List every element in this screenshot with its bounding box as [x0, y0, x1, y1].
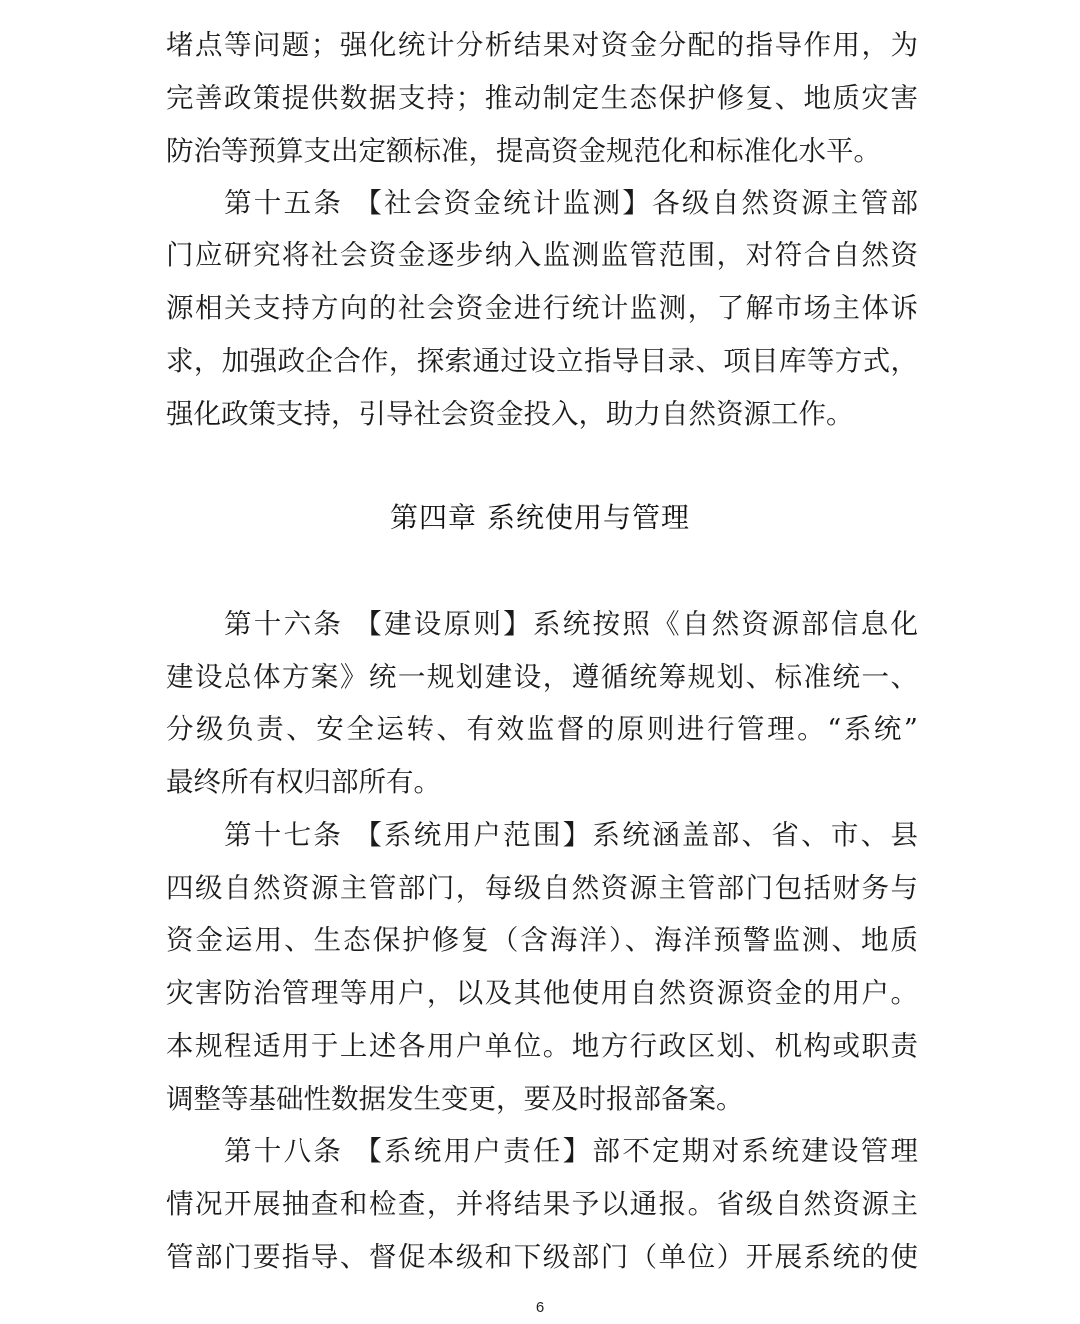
article-16-line: 分级负责、安全运转、有效监督的原则进行管理。“系统”	[166, 713, 918, 745]
page-number: 6	[535, 1299, 545, 1316]
article-16-line: 第十六条 【建设原则】系统按照《自然资源部信息化	[224, 608, 918, 640]
article-15-line: 源相关支持方向的社会资金进行统计监测，了解市场主体诉	[166, 292, 918, 324]
paragraph-line: 堵点等问题；强化统计分析结果对资金分配的指导作用，为	[166, 29, 918, 61]
article-15-line: 门应研究将社会资金逐步纳入监测监管范围，对符合自然资	[166, 239, 918, 271]
article-18-line: 管部门要指导、督促本级和下级部门（单位）开展系统的使	[166, 1241, 918, 1273]
article-15-line: 强化政策支持，引导社会资金投入，助力自然资源工作。	[166, 398, 854, 430]
article-17-line: 灾害防治管理等用户，以及其他使用自然资源资金的用户。	[166, 977, 918, 1009]
article-17-line: 资金运用、生态保护修复（含海洋）、海洋预警监测、地质	[166, 924, 918, 956]
chapter-title: 第四章 系统使用与管理	[390, 501, 690, 534]
article-17-line: 调整等基础性数据发生变更，要及时报部备案。	[166, 1083, 744, 1115]
article-17-line: 本规程适用于上述各用户单位。地方行政区划、机构或职责	[166, 1030, 918, 1062]
article-16-line: 建设总体方案》统一规划建设，遵循统筹规划、标准统一、	[166, 661, 918, 693]
article-15-line: 求，加强政企合作，探索通过设立指导目录、项目库等方式，	[166, 345, 918, 377]
article-16-line: 最终所有权归部所有。	[166, 766, 441, 798]
article-18-line: 第十八条 【系统用户责任】部不定期对系统建设管理	[224, 1135, 918, 1167]
paragraph-line: 防治等预算支出定额标准，提高资金规范化和标准化水平。	[166, 135, 881, 167]
paragraph-line: 完善政策提供数据支持；推动制定生态保护修复、地质灾害	[166, 82, 918, 114]
article-17-line: 四级自然资源主管部门，每级自然资源主管部门包括财务与	[166, 872, 918, 904]
article-18-line: 情况开展抽查和检查，并将结果予以通报。省级自然资源主	[166, 1188, 918, 1220]
article-17-line: 第十七条 【系统用户范围】系统涵盖部、省、市、县	[224, 819, 918, 851]
article-15-line: 第十五条 【社会资金统计监测】各级自然资源主管部	[224, 187, 918, 219]
